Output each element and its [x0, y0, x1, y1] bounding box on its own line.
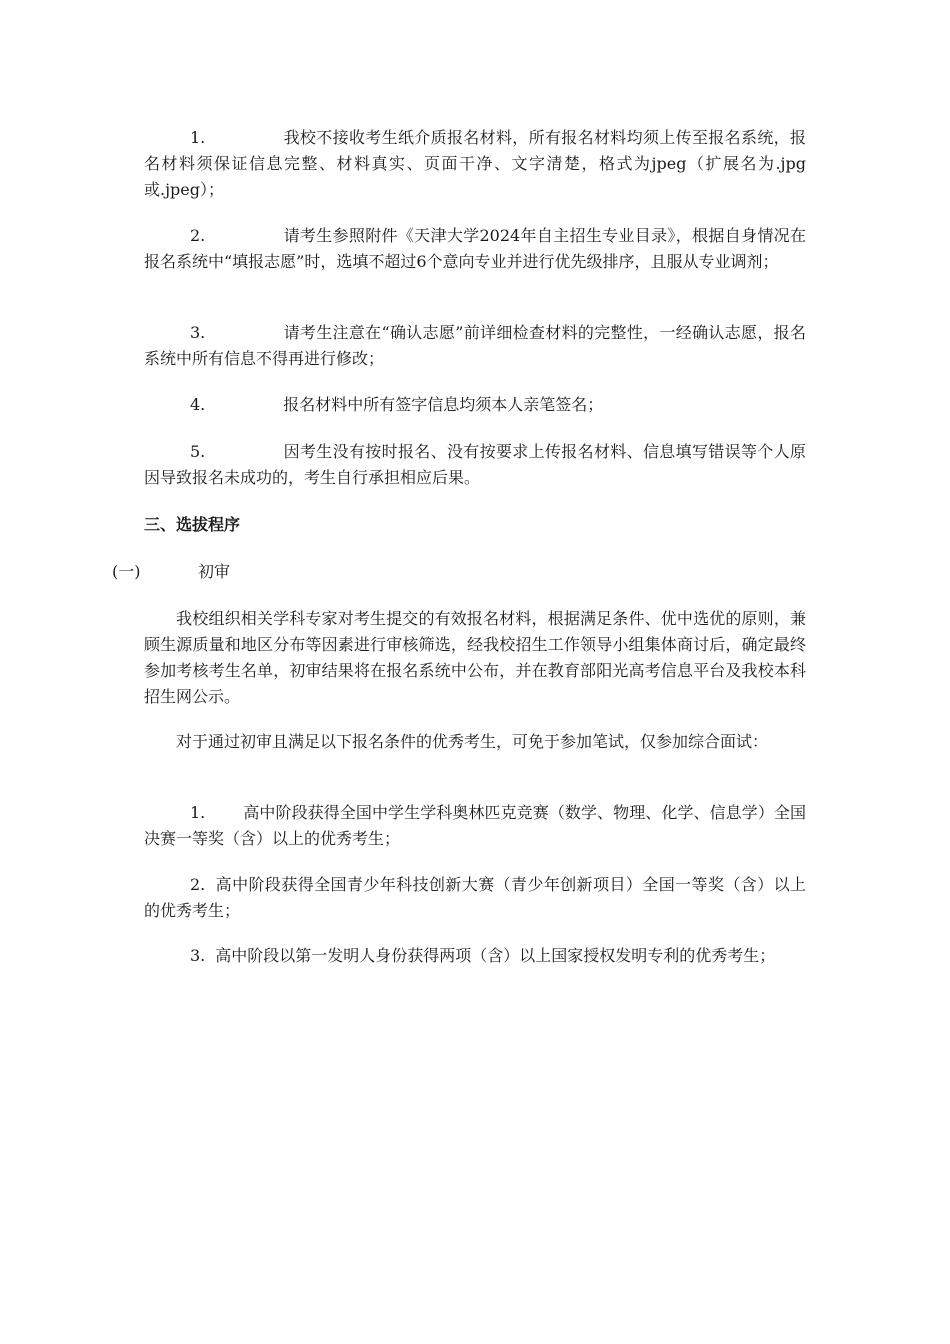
- condition-item-1: [144, 800, 806, 852]
- condition-number: 2.: [190, 875, 206, 894]
- body-paragraph-2: [144, 729, 806, 755]
- note-item-3: [144, 320, 806, 372]
- condition-text: 高中阶段获得全国青少年科技创新大赛（青少年创新项目）全国一等奖（含）以上的优秀考生；: [144, 875, 806, 920]
- note-number: 5.: [190, 442, 206, 461]
- condition-number: 3.: [190, 946, 206, 965]
- condition-number: 1.: [190, 803, 206, 822]
- note-text: 请考生注意在“确认志愿”前详细检查材料的完整性，一经确认志愿，报名系统中所有信息不得再进行修改；: [144, 323, 806, 368]
- subsection-title: 初审: [198, 562, 231, 581]
- paragraph-text: 对于通过初审且满足以下报名条件的优秀考生，可免于参加笔试，仅参加综合面试：: [176, 732, 769, 751]
- note-item-1: [144, 125, 806, 203]
- note-text: 因考生没有按时报名、没有按要求上传报名材料、信息填写错误等个人原因导致报名未成功的，考生自行承担相应后果。: [144, 442, 806, 487]
- condition-item-3: [144, 943, 806, 969]
- note-text: 报名材料中所有签字信息均须本人亲笔签名；: [283, 395, 604, 414]
- condition-text: 高中阶段获得全国中学生学科奥林匹克竞赛（数学、物理、化学、信息学）全国决赛一等奖（含）以上的优秀考生；: [144, 803, 806, 848]
- note-number: 3.: [190, 323, 206, 342]
- note-number: 2.: [190, 226, 206, 245]
- note-text: 请考生参照附件《天津大学2024年自主招生专业目录》，根据自身情况在报名系统中“填报志愿”时，选填不超过6个意向专业并进行优先级排序，且服从专业调剂；: [144, 226, 806, 271]
- subsection-label: (一): [112, 562, 141, 581]
- note-text: 我校不接收考生纸介质报名材料，所有报名材料均须上传至报名系统，报名材料须保证信息完整、材料真实、页面干净、文字清楚，格式为jpeg（扩展名为.jpg或.jpeg）；: [144, 128, 806, 199]
- section-title: 三、选拔程序: [144, 515, 241, 534]
- body-paragraph-1: [144, 606, 806, 710]
- note-number: 1.: [190, 128, 206, 147]
- note-item-5: [144, 439, 806, 491]
- condition-item-2: [144, 872, 806, 924]
- subsection-heading: [112, 559, 230, 585]
- note-item-4: [144, 392, 806, 418]
- note-item-2: [144, 223, 806, 275]
- condition-text: 高中阶段以第一发明人身份获得两项（含）以上国家授权发明专利的优秀考生；: [215, 946, 776, 965]
- paragraph-text: 我校组织相关学科专家对考生提交的有效报名材料，根据满足条件、优中选优的原则，兼顾生源质量和地区分布等因素进行审核筛选，经我校招生工作领导小组集体商讨后，确定最终参加考核考生名单，初审结果将在报名系统中公布，并在教育部阳光高考信息平台及我校本科招生网公示。: [144, 609, 806, 706]
- note-number: 4.: [190, 395, 206, 414]
